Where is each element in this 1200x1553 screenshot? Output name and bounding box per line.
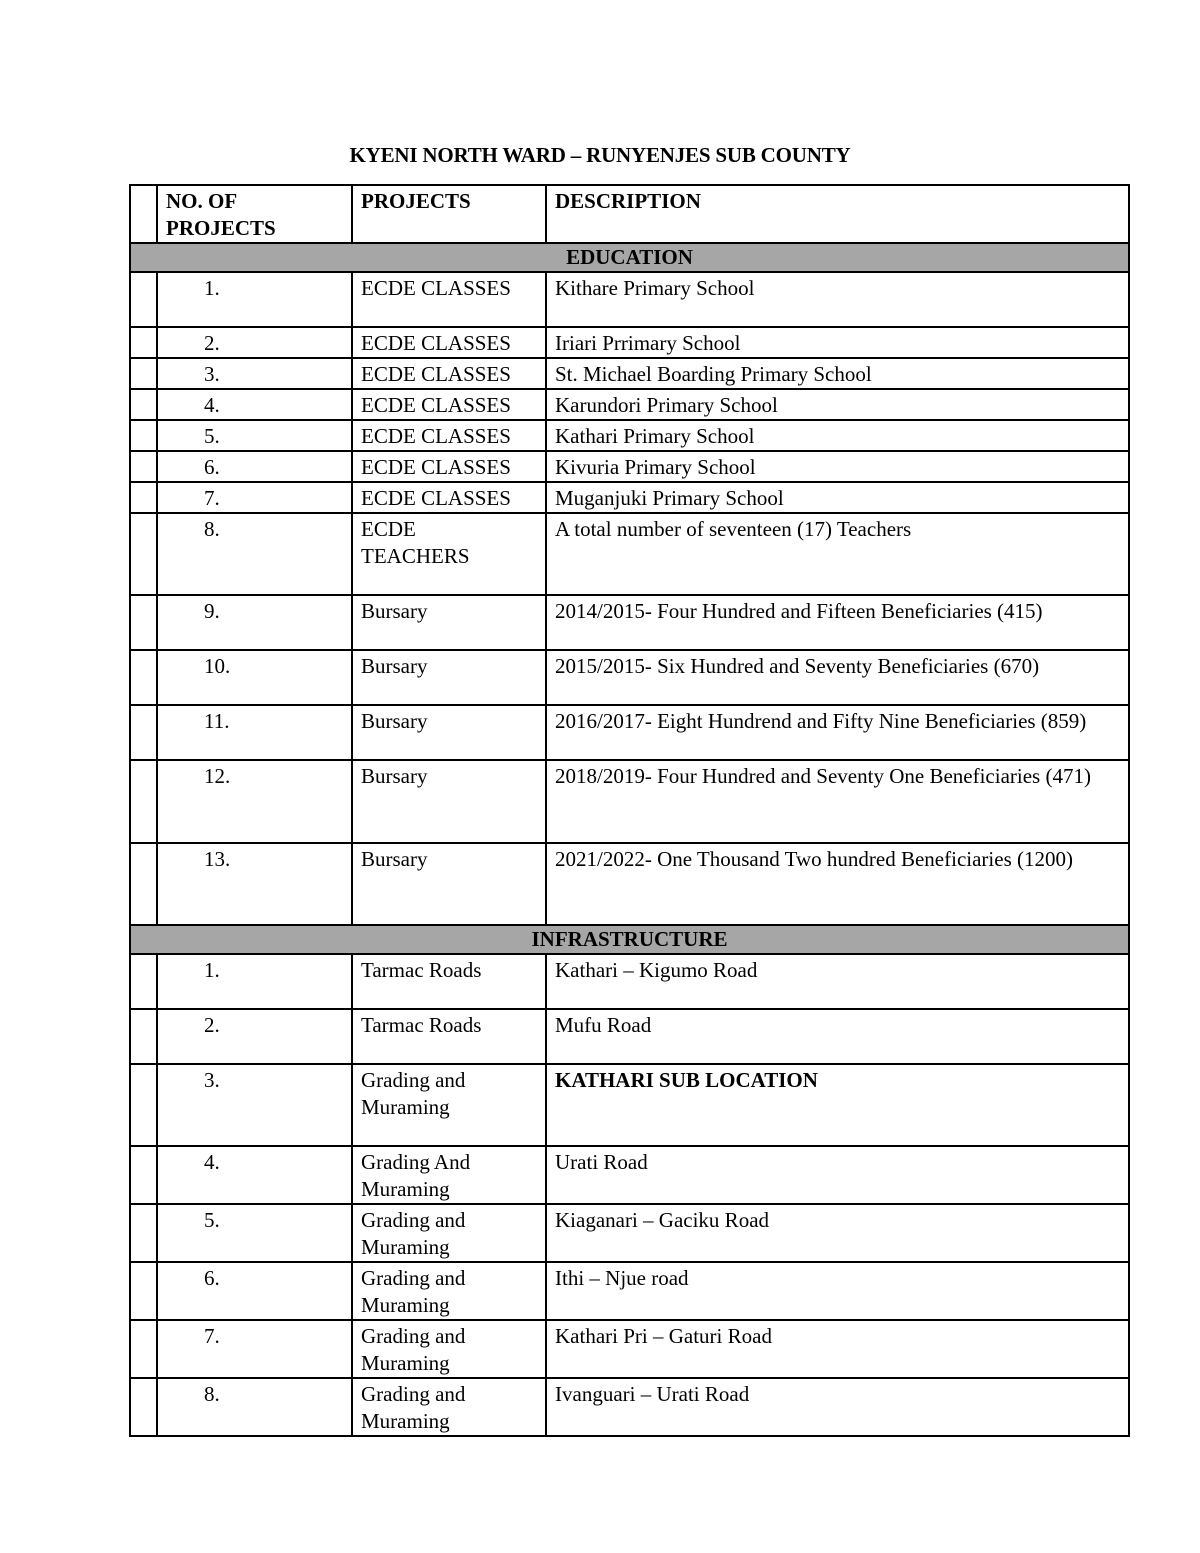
row-project: ECDE CLASSES bbox=[352, 358, 546, 389]
row-description: Kithare Primary School bbox=[546, 272, 1129, 327]
table-row bbox=[130, 358, 1129, 389]
row-number: 3. bbox=[157, 1064, 352, 1146]
row-description: 2016/2017- Eight Hundrend and Fifty Nine Beneficiaries (859) bbox=[546, 705, 1129, 760]
row-number: 1. bbox=[157, 272, 352, 327]
row-project: ECDE CLASSES bbox=[352, 327, 546, 358]
row-description: St. Michael Boarding Primary School bbox=[546, 358, 1129, 389]
row-number: 2. bbox=[157, 1009, 352, 1064]
table-row bbox=[130, 389, 1129, 420]
gutter-cell bbox=[130, 650, 157, 705]
header-projects: PROJECTS bbox=[352, 185, 546, 243]
gutter-cell bbox=[130, 185, 157, 243]
gutter-cell bbox=[130, 760, 157, 843]
table-row bbox=[130, 843, 1129, 925]
row-number: 2. bbox=[157, 327, 352, 358]
table-row bbox=[130, 954, 1129, 1009]
document-title: KYENI NORTH WARD – RUNYENJES SUB COUNTY bbox=[349, 143, 851, 167]
table-row bbox=[130, 705, 1129, 760]
gutter-cell bbox=[130, 272, 157, 327]
row-project: Bursary bbox=[352, 650, 546, 705]
gutter-cell bbox=[130, 1320, 157, 1378]
table-row bbox=[130, 1009, 1129, 1064]
row-description: 2021/2022- One Thousand Two hundred Beneficiaries (1200) bbox=[546, 843, 1129, 925]
gutter-cell bbox=[130, 358, 157, 389]
row-description: Ithi – Njue road bbox=[546, 1262, 1129, 1320]
header-no: NO. OF PROJECTS bbox=[157, 185, 352, 243]
row-project: Grading and Muraming bbox=[352, 1320, 546, 1378]
row-project: Tarmac Roads bbox=[352, 1009, 546, 1064]
table-row bbox=[130, 1262, 1129, 1320]
projects-table bbox=[129, 184, 1130, 1437]
gutter-cell bbox=[130, 451, 157, 482]
row-project: Bursary bbox=[352, 595, 546, 650]
section-education-row bbox=[130, 243, 1129, 272]
gutter-cell bbox=[130, 482, 157, 513]
row-description: 2014/2015- Four Hundred and Fifteen Beneficiaries (415) bbox=[546, 595, 1129, 650]
table-row bbox=[130, 595, 1129, 650]
gutter-cell bbox=[130, 595, 157, 650]
header-row bbox=[130, 185, 1129, 243]
row-number: 7. bbox=[157, 1320, 352, 1378]
row-number: 7. bbox=[157, 482, 352, 513]
row-number: 8. bbox=[157, 513, 352, 595]
row-description: Karundori Primary School bbox=[546, 389, 1129, 420]
row-description: Kathari Pri – Gaturi Road bbox=[546, 1320, 1129, 1378]
row-description: 2018/2019- Four Hundred and Seventy One Beneficiaries (471) bbox=[546, 760, 1129, 843]
table-row bbox=[130, 1378, 1129, 1436]
row-number: 8. bbox=[157, 1378, 352, 1436]
row-project: Grading and Muraming bbox=[352, 1064, 546, 1146]
row-project: ECDE CLASSES bbox=[352, 389, 546, 420]
gutter-cell bbox=[130, 843, 157, 925]
row-number: 10. bbox=[157, 650, 352, 705]
gutter-cell bbox=[130, 1009, 157, 1064]
gutter-cell bbox=[130, 954, 157, 1009]
table-row bbox=[130, 482, 1129, 513]
row-project: ECDE CLASSES bbox=[352, 272, 546, 327]
table-row bbox=[130, 327, 1129, 358]
row-number: 12. bbox=[157, 760, 352, 843]
row-project: ECDE CLASSES bbox=[352, 420, 546, 451]
row-description: Muganjuki Primary School bbox=[546, 482, 1129, 513]
row-number: 4. bbox=[157, 389, 352, 420]
row-number: 6. bbox=[157, 451, 352, 482]
row-description: KATHARI SUB LOCATION bbox=[546, 1064, 1129, 1146]
row-number: 5. bbox=[157, 420, 352, 451]
row-project: ECDE TEACHERS bbox=[352, 513, 546, 595]
row-description: 2015/2015- Six Hundred and Seventy Beneficiaries (670) bbox=[546, 650, 1129, 705]
table-row bbox=[130, 272, 1129, 327]
row-project: Bursary bbox=[352, 843, 546, 925]
gutter-cell bbox=[130, 389, 157, 420]
row-number: 5. bbox=[157, 1204, 352, 1262]
row-number: 3. bbox=[157, 358, 352, 389]
row-description: Kiaganari – Gaciku Road bbox=[546, 1204, 1129, 1262]
row-project: Bursary bbox=[352, 705, 546, 760]
gutter-cell bbox=[130, 1204, 157, 1262]
section-infrastructure: INFRASTRUCTURE bbox=[130, 925, 1129, 954]
row-project: ECDE CLASSES bbox=[352, 451, 546, 482]
gutter-cell bbox=[130, 513, 157, 595]
row-description: Kathari – Kigumo Road bbox=[546, 954, 1129, 1009]
row-description: Ivanguari – Urati Road bbox=[546, 1378, 1129, 1436]
table-row bbox=[130, 1204, 1129, 1262]
row-description: Kathari Primary School bbox=[546, 420, 1129, 451]
row-number: 11. bbox=[157, 705, 352, 760]
section-infrastructure-row bbox=[130, 925, 1129, 954]
gutter-cell bbox=[130, 1064, 157, 1146]
table-row bbox=[130, 1146, 1129, 1204]
row-number: 9. bbox=[157, 595, 352, 650]
row-number: 13. bbox=[157, 843, 352, 925]
row-project: ECDE CLASSES bbox=[352, 482, 546, 513]
gutter-cell bbox=[130, 327, 157, 358]
row-description: Mufu Road bbox=[546, 1009, 1129, 1064]
gutter-cell bbox=[130, 420, 157, 451]
table-row bbox=[130, 513, 1129, 595]
row-description: A total number of seventeen (17) Teachers bbox=[546, 513, 1129, 595]
row-number: 6. bbox=[157, 1262, 352, 1320]
row-project: Grading And Muraming bbox=[352, 1146, 546, 1204]
gutter-cell bbox=[130, 1378, 157, 1436]
row-project: Grading and Muraming bbox=[352, 1378, 546, 1436]
row-number: 4. bbox=[157, 1146, 352, 1204]
gutter-cell bbox=[130, 1262, 157, 1320]
table-row bbox=[130, 420, 1129, 451]
row-project: Grading and Muraming bbox=[352, 1204, 546, 1262]
table-row bbox=[130, 650, 1129, 705]
table-row bbox=[130, 451, 1129, 482]
gutter-cell bbox=[130, 705, 157, 760]
table-row bbox=[130, 760, 1129, 843]
table-row bbox=[130, 1064, 1129, 1146]
row-number: 1. bbox=[157, 954, 352, 1009]
row-project: Grading and Muraming bbox=[352, 1262, 546, 1320]
row-description: Iriari Prrimary School bbox=[546, 327, 1129, 358]
section-education: EDUCATION bbox=[130, 243, 1129, 272]
row-description: Urati Road bbox=[546, 1146, 1129, 1204]
row-project: Bursary bbox=[352, 760, 546, 843]
table-row bbox=[130, 1320, 1129, 1378]
header-description: DESCRIPTION bbox=[546, 185, 1129, 243]
row-description: Kivuria Primary School bbox=[546, 451, 1129, 482]
row-project: Tarmac Roads bbox=[352, 954, 546, 1009]
gutter-cell bbox=[130, 1146, 157, 1204]
